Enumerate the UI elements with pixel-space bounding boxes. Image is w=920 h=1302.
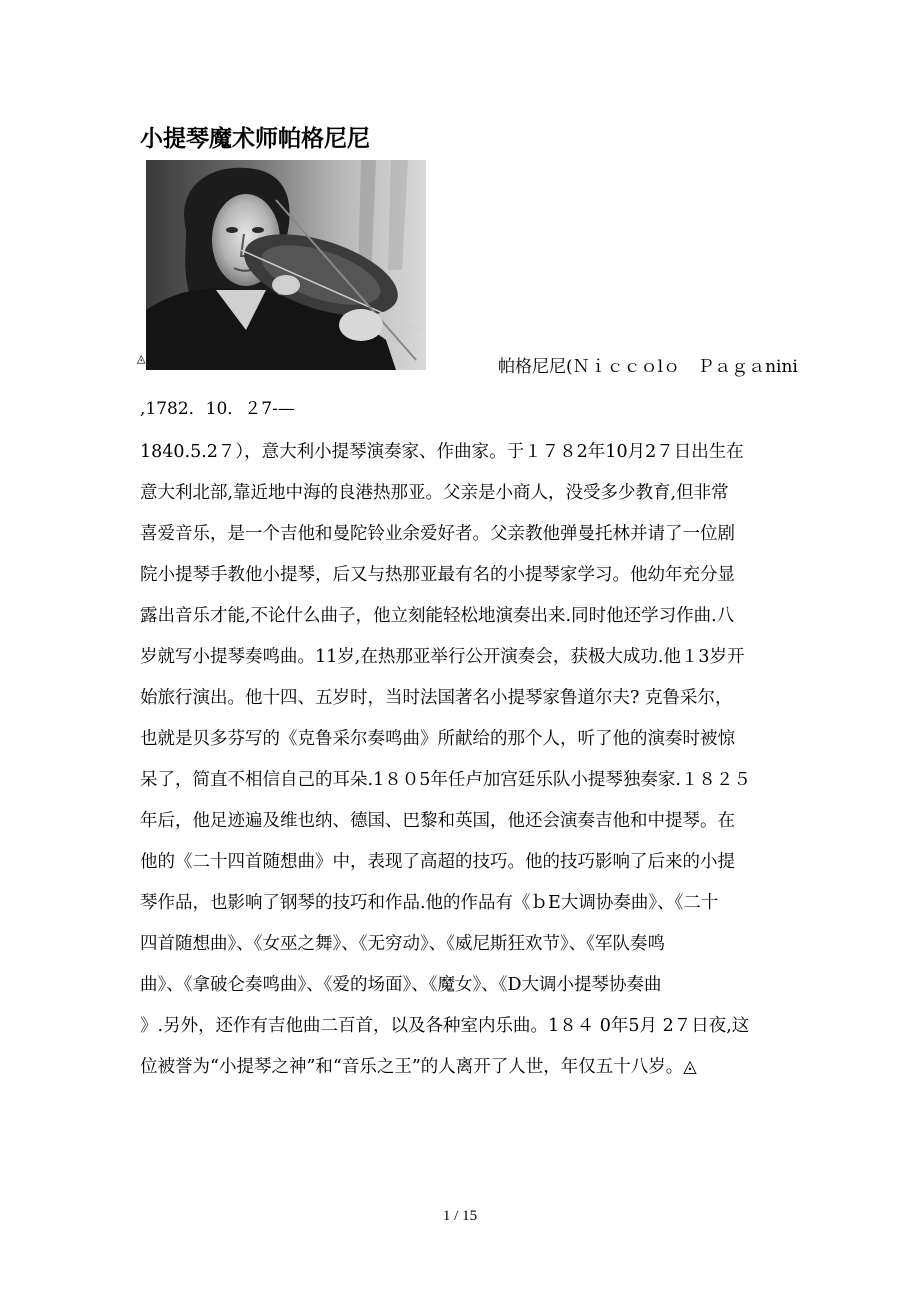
caption-line-2: ,1782．10．２7-—	[140, 399, 295, 419]
body-line: 院小提琴手教他小提琴，后又与热那亚最有名的小提琴家学习。他幼年充分显	[140, 565, 735, 585]
body-line: 曲》、《拿破仑奏鸣曲》、《爱的场面》、《魔女》、《D大调小提琴协奏曲	[140, 975, 662, 995]
body-line: 也就是贝多芬写的《克鲁采尔奏鸣曲》所献给的那个人，听了他的演奏时被惊	[140, 729, 735, 749]
body-line: 露出音乐才能,不论什么曲子，他立刻能轻松地演奏出来.同时他还学习作曲.八	[140, 606, 735, 626]
body-paragraph	[140, 437, 790, 1093]
body-line: 四首随想曲》、《女巫之舞》、《无穷动》、《威尼斯狂欢节》、《军队奏鸣	[140, 934, 665, 954]
body-line: 始旅行演出。他十四、五岁时，当时法国著名小提琴家鲁道尔夫? 克鲁采尔，	[140, 688, 733, 708]
body-line: 岁就写小提琴奏鸣曲。11岁,在热那亚举行公开演奏会，获极大成功.他１3岁开	[140, 647, 745, 667]
body-line: 呆了，简直不相信自己的耳朵.1８０5年任卢加宫廷乐队小提琴独奏家.１８２５	[140, 770, 751, 790]
body-line: 1840.5.2７），意大利小提琴演奏家、作曲家。于１７８2年10月2７日出生在	[140, 442, 744, 462]
body-line: 位被誉为“小提琴之神”和“音乐之王”的人离开了人世，年仅五十八岁。◬	[140, 1057, 697, 1077]
body-line: 琴作品，也影响了钢琴的技巧和作品.他的作品有《ｂE大调协奏曲》、《二十	[140, 893, 719, 913]
image-anchor-mark: ◬	[137, 352, 146, 365]
document-title: 小提琴魔术师帕格尼尼	[140, 126, 370, 152]
body-line: 年后，他足迹遍及维也纳、德国、巴黎和英国，他还会演奏吉他和中提琴。在	[140, 811, 735, 831]
body-line: 喜爱音乐，是一个吉他和曼陀铃业余爱好者。父亲教他弹曼托林并请了一位剧	[140, 524, 735, 544]
body-line: 他的《二十四首随想曲》中，表现了高超的技巧。他的技巧影响了后来的小提	[140, 852, 735, 872]
portrait-image	[146, 160, 426, 370]
body-line: 》.另外，还作有吉他曲二百首，以及各种室内乐曲。1８４ 0年5月 2７日夜,这	[140, 1016, 750, 1036]
page-number: 1 / 15	[442, 1208, 478, 1224]
caption-line-1: 帕格尼尼(Ｎｉｃｃｏlｏ Ｐａｇａnini	[498, 357, 798, 377]
body-line: 意大利北部,靠近地中海的良港热那亚。父亲是小商人，没受多少教育,但非常	[140, 483, 729, 503]
